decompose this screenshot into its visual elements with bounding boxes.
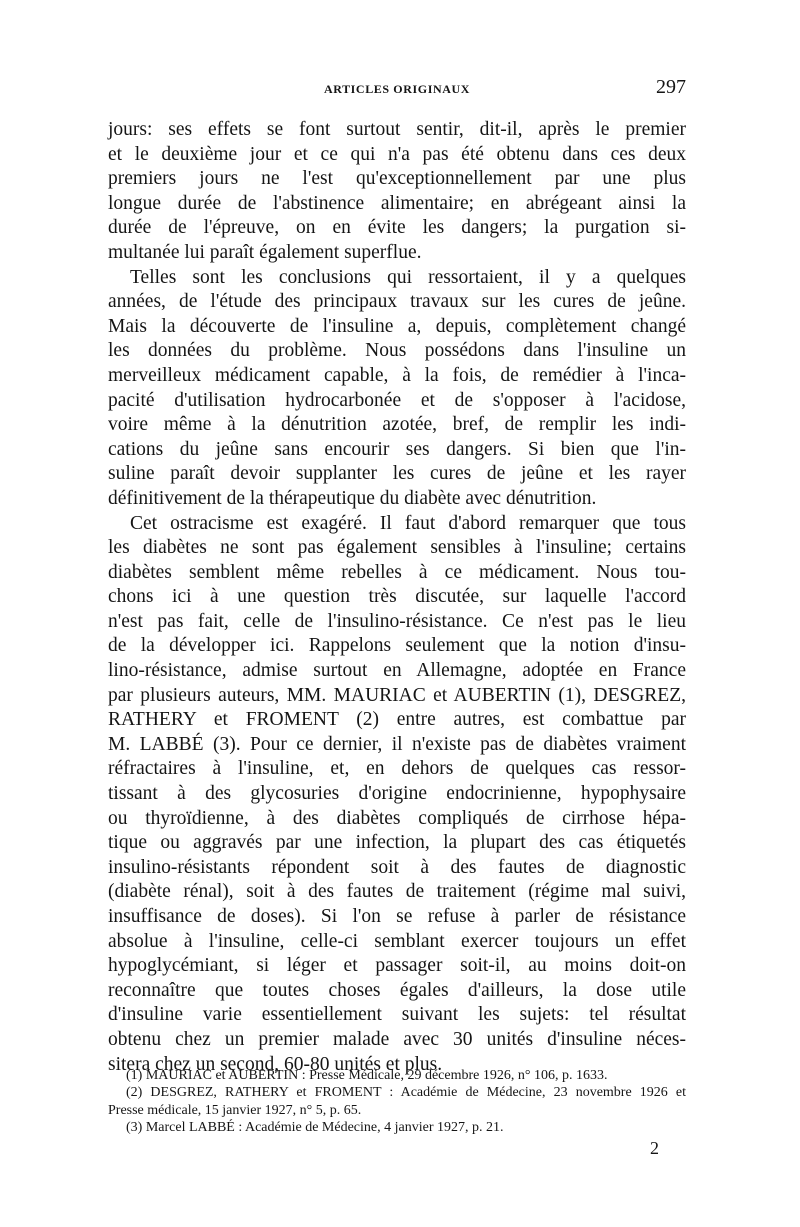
body-line: cations du jeûne sans encourir ses dangers. Si bien que l'in- bbox=[108, 438, 686, 460]
body-line: insuffisance de doses). Si l'on se refuse à parler de résistance bbox=[108, 906, 686, 927]
body-line: définitivement de la thérapeutique du diabète avec dénutrition. bbox=[108, 487, 597, 509]
body-line: les diabètes ne sont pas également sensibles à l'insuline; certains bbox=[108, 537, 686, 559]
running-title: ARTICLES ORIGINAUX bbox=[323, 82, 471, 96]
body-line: ou thyroïdienne, à des diabètes compliqués de cirrhose hépa- bbox=[108, 807, 686, 829]
body-line: diabètes semblent même rebelles à ce médicament. Nous tou- bbox=[108, 561, 686, 583]
body-line: hypoglycémiant, si léger et passager soit-il, au moins doit-on bbox=[108, 955, 686, 977]
body-line: multanée lui paraît également superflue. bbox=[108, 241, 422, 263]
footnote-line: (2) DESGREZ, RATHERY et FROMENT : Académie de Médecine, 23 novembre 1926 et bbox=[126, 1085, 686, 1101]
body-line: Telles sont les conclusions qui ressortaient, il y a quelques bbox=[130, 266, 686, 288]
footnotes bbox=[108, 1067, 686, 1137]
body-line: par plusieurs auteurs, MM. MAURIAC et AUBERTIN (1), DESGREZ, bbox=[108, 684, 686, 706]
running-header bbox=[108, 76, 686, 100]
body-line: n'est pas fait, celle de l'insulino-résistance. Ce n'est pas le lieu bbox=[108, 610, 686, 632]
page-number: 297 bbox=[656, 76, 686, 98]
body-line: les données du problème. Nous possédons dans l'insuline un bbox=[108, 340, 686, 362]
body-line: jours: ses effets se font surtout sentir, dit-il, après le premier bbox=[108, 119, 686, 140]
body-line: reconnaître que toutes choses égales d'ailleurs, la dose utile bbox=[108, 979, 686, 1001]
signature-mark: 2 bbox=[650, 1138, 659, 1158]
body-line: années, de l'étude des principaux travaux sur les cures de jeûne. bbox=[108, 291, 686, 313]
body-text bbox=[108, 118, 686, 1077]
body-line: RATHERY et FROMENT (2) entre autres, est combattue par bbox=[108, 709, 686, 731]
body-line: M. LABBÉ (3). Pour ce dernier, il n'existe pas de diabètes vraiment bbox=[108, 733, 686, 755]
body-line: Mais la découverte de l'insuline a, depuis, complètement changé bbox=[108, 315, 686, 337]
body-line: insulino-résistants répondent soit à des fautes de diagnostic bbox=[108, 856, 686, 878]
body-line: absolue à l'insuline, celle-ci semblant exercer toujours un effet bbox=[108, 930, 686, 952]
body-line: et le deuxième jour et ce qui n'a pas été obtenu dans ces deux bbox=[108, 143, 686, 165]
body-line: (diabète rénal), soit à des fautes de traitement (régime mal suivi, bbox=[108, 881, 686, 903]
body-line: tique ou aggravés par une infection, la plupart des cas étiquetés bbox=[108, 832, 686, 854]
body-line: merveilleux médicament capable, à la fois, de remédier à l'inca- bbox=[108, 364, 686, 386]
body-line: d'insuline varie essentiellement suivant les sujets: tel résultat bbox=[108, 1004, 686, 1026]
body-line: voire même à la dénutrition azotée, bref, de remplir les indi- bbox=[108, 414, 686, 436]
footnote-line: Presse médicale, 15 janvier 1927, n° 5, p. 65. bbox=[108, 1102, 362, 1118]
body-line: obtenu chez un premier malade avec 30 unités d'insuline néces- bbox=[108, 1028, 686, 1050]
body-line: suline paraît devoir supplanter les cures de jeûne et les rayer bbox=[108, 463, 686, 485]
body-line: réfractaires à l'insuline, et, en dehors de quelques cas ressor- bbox=[108, 758, 686, 780]
body-line: premiers jours ne l'est qu'exceptionnellement par une plus bbox=[108, 168, 686, 190]
body-line: chons ici à une question très discutée, sur laquelle l'accord bbox=[108, 586, 686, 608]
body-line: Cet ostracisme est exagéré. Il faut d'abord remarquer que tous bbox=[130, 512, 686, 534]
body-line: longue durée de l'abstinence alimentaire; en abrégeant ainsi la bbox=[108, 192, 686, 214]
footnote-line: (3) Marcel LABBÉ : Académie de Médecine, 4 janvier 1927, p. 21. bbox=[126, 1120, 504, 1136]
body-line: lino-résistance, admise surtout en Allemagne, adoptée en France bbox=[108, 660, 686, 682]
body-line: tissant à des glycosuries d'origine endocrinienne, hypophysaire bbox=[108, 783, 686, 805]
footnote-line: (1) MAURIAC et AUBERTIN : Presse Médicale, 29 décembre 1926, n° 106, p. 1633. bbox=[126, 1068, 608, 1083]
body-line: de la développer ici. Rappelons seulement que la notion d'insu- bbox=[108, 635, 686, 657]
body-line: sitera chez un second, 60-80 unités et plus. bbox=[108, 1053, 443, 1075]
body-line: durée de l'épreuve, on en évite les dangers; la purgation si- bbox=[108, 217, 686, 239]
body-line: pacité d'utilisation hydrocarbonée et de s'opposer à l'acidose, bbox=[108, 389, 686, 411]
